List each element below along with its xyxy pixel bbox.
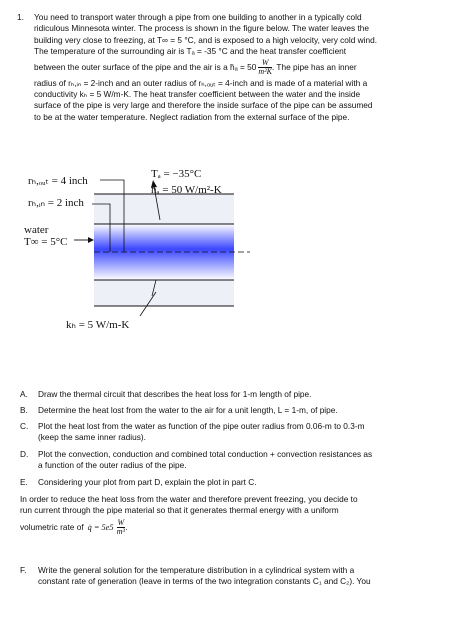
item-letter: B. bbox=[20, 405, 28, 415]
item-text bbox=[38, 449, 438, 472]
fraction-numerator: W bbox=[258, 59, 272, 68]
item-line: a function of the outer radius of the pipe. bbox=[38, 460, 187, 471]
item-line: constant rate of generation (leave in terms of the two integration constants C₁ and C₂). You bbox=[38, 576, 371, 587]
item-line: Write the general solution for the temperature distribution in a cylindrical system with a bbox=[38, 565, 355, 575]
item-text bbox=[38, 421, 438, 444]
intro-line-post: . The pipe has an inner bbox=[271, 61, 357, 72]
r-in-label: rₕ,ᵢₙ = 2 inch bbox=[28, 197, 84, 209]
coefficient-unit-fraction bbox=[258, 59, 272, 76]
generation-line-pre: volumetric rate of bbox=[20, 522, 84, 533]
item-line: Plot the convection, conduction and combined total conduction + convection resistances as bbox=[38, 449, 373, 459]
fraction-denominator: m³ bbox=[116, 527, 125, 537]
problem-statement bbox=[34, 12, 454, 123]
generation-line: run current through the pipe material so that it generates thermal energy with a uniform bbox=[20, 505, 339, 516]
item-letter: D. bbox=[20, 449, 29, 459]
ambient-temp-label: Tₐ = −35°C bbox=[151, 168, 202, 180]
item-text bbox=[38, 565, 438, 588]
intro-line: surface of the pipe is very large and therefore the inside surface of the pipe can be assumed bbox=[34, 100, 373, 111]
intro-line: ridiculous Minnesota winter. The process is shown in the figure below. The water leaves the bbox=[34, 23, 369, 34]
generation-paragraph bbox=[20, 494, 460, 539]
intro-line: You need to transport water through a pipe from one building to another in a typically cold bbox=[34, 12, 362, 22]
item-line: (keep the same inner radius). bbox=[38, 432, 146, 443]
ambient-coefficient-label: h̄ₐ = 50 W/m²-K bbox=[151, 184, 222, 196]
fraction-numerator: W bbox=[117, 518, 125, 528]
item-line: Plot the heat lost from the water as function of the pipe outer radius from 0.06-m to 0.3-m bbox=[38, 421, 365, 431]
water-temp-label: T∞ = 5°C bbox=[24, 236, 68, 248]
conductivity-label: kₕ = 5 W/m-K bbox=[66, 319, 130, 331]
item-letter: C. bbox=[20, 421, 29, 431]
intro-line-pre: between the outer surface of the pipe and the air is a h̄ₐ = 50 bbox=[34, 61, 257, 72]
intro-line: building very close to freezing, at T∞ = 5 °C, and is exposed to a high velocity, very cold wind. bbox=[34, 34, 378, 45]
generation-equation: q̇ = 5e5 bbox=[87, 523, 114, 533]
pipe-figure bbox=[0, 160, 474, 340]
intro-line bbox=[34, 58, 454, 78]
generation-unit-fraction bbox=[117, 519, 126, 536]
item-text: Determine the heat lost from the water to the air for a unit length, L = 1-m, of pipe. bbox=[38, 405, 338, 415]
generation-line-post: . bbox=[125, 522, 128, 533]
flow-arrowhead bbox=[88, 237, 94, 243]
fraction-denominator: m²K bbox=[258, 67, 272, 77]
intro-line: The temperature of the surrounding air is Tₐ = -35 °C and the heat transfer coefficient bbox=[34, 46, 347, 57]
generation-line bbox=[20, 517, 460, 539]
intro-line: conductivity kₕ = 5 W/m-K. The heat transfer coefficient between the water and the inside bbox=[34, 89, 361, 100]
item-text: Draw the thermal circuit that describes the heat loss for 1-m length of pipe. bbox=[38, 389, 312, 399]
item-letter: F. bbox=[20, 565, 27, 575]
intro-line: to be at the water temperature. Neglect radiation from the external surface of the pipe. bbox=[34, 111, 350, 122]
item-text: Considering your plot from part D, explain the plot in part C. bbox=[38, 477, 257, 487]
generation-line: In order to reduce the heat loss from the water and therefore prevent freezing, you decide to bbox=[20, 494, 358, 504]
r-out-label: rₕ,ₒᵤₜ = 4 inch bbox=[28, 175, 88, 187]
item-letter: A. bbox=[20, 389, 28, 399]
water-label: water bbox=[24, 224, 49, 236]
question-number: 1. bbox=[17, 12, 24, 22]
intro-line: radius of rₕ,ᵢₙ = 2-inch and an outer radius of rₕ,ₒᵤₜ = 4-inch and is made of a material with a bbox=[34, 77, 368, 88]
item-letter: E. bbox=[20, 477, 28, 487]
